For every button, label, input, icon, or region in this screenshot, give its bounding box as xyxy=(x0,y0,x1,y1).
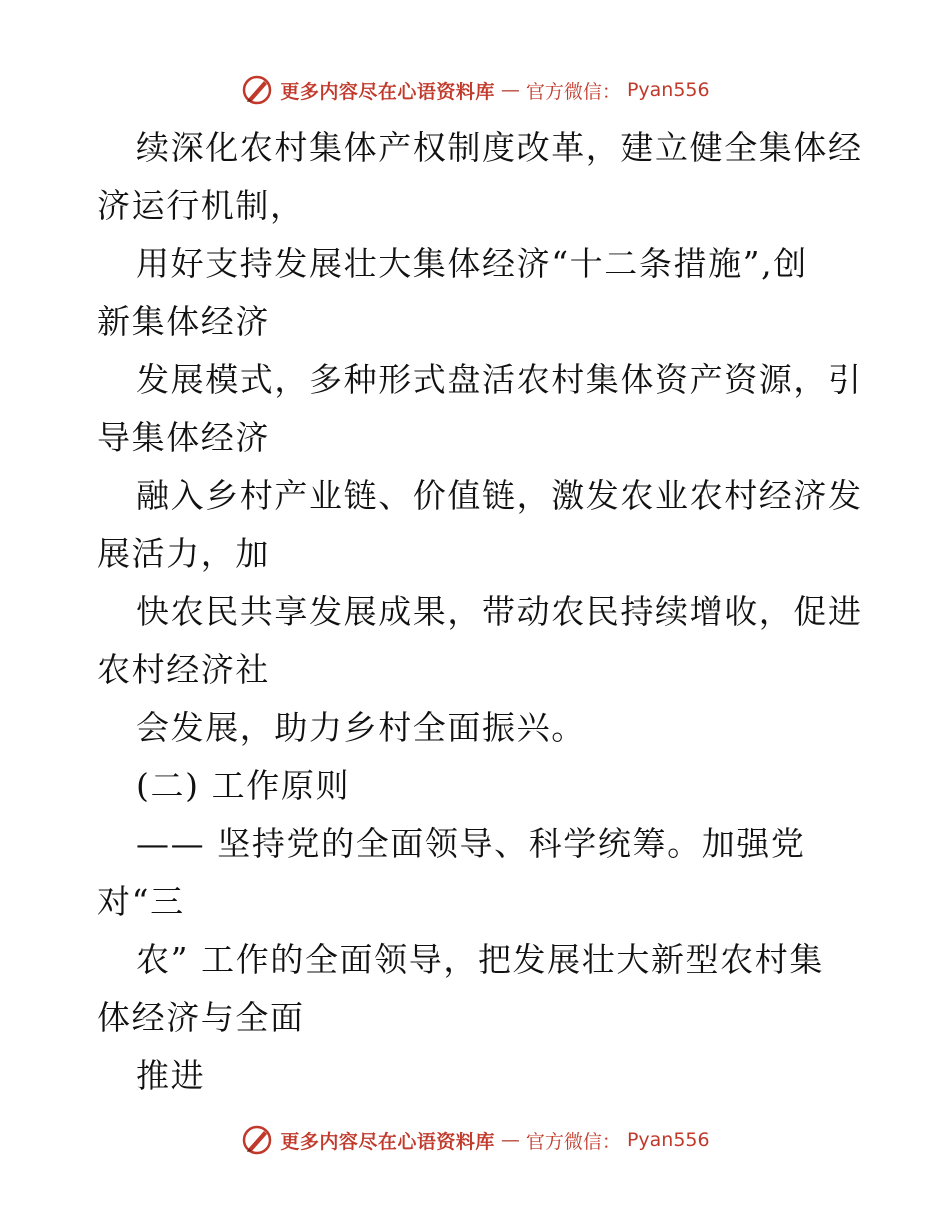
text-line: 推进 xyxy=(136,1056,206,1095)
footer-title: 更多内容尽在心语资料库 xyxy=(280,1130,495,1153)
header-title: 更多内容尽在心语资料库 xyxy=(280,80,495,103)
text-line: 农” 工作的全面领导，把发展壮大新型农村集 xyxy=(136,940,824,979)
text-line: 农村经济社 xyxy=(97,650,270,689)
footer-wechat-id: Pyan556 xyxy=(626,1129,710,1151)
text-line: 续深化农村集体产权制度改革，建立健全集体经 xyxy=(136,128,863,167)
text-line: 发展模式，多种形式盘活农村集体资产资源，引 xyxy=(136,360,863,399)
text-line: 融入乡村产业链、价值链，激发农业农村经济发 xyxy=(136,476,863,515)
text-line: 快农民共享发展成果，带动农民持续增收，促进 xyxy=(136,592,863,631)
text-line: 会发展，助力乡村全面振兴。 xyxy=(136,708,586,747)
text-line: —— 坚持党的全面领导、科学统筹。加强党 xyxy=(136,824,806,863)
text-line: 导集体经济 xyxy=(97,418,270,457)
footer-separator: — xyxy=(500,1129,520,1151)
text-line: 新集体经济 xyxy=(97,302,270,341)
header-separator: — xyxy=(500,79,520,101)
text-line: 济运行机制， xyxy=(97,186,305,225)
header-wechat-label: 官方微信： xyxy=(525,80,621,103)
header-wechat-id: Pyan556 xyxy=(626,79,710,101)
text-line: 展活力，加 xyxy=(97,534,270,573)
text-line: 用好支持发展壮大集体经济“十二条措施”,创 xyxy=(136,244,808,283)
section-heading: (二) 工作原则 xyxy=(136,766,351,805)
text-line: 体经济与全面 xyxy=(97,998,305,1037)
text-line: 对“三 xyxy=(97,882,185,921)
pen-logo-icon xyxy=(240,1123,274,1157)
footer-wechat-label: 官方微信： xyxy=(525,1130,621,1153)
footer-watermark xyxy=(0,1120,950,1160)
